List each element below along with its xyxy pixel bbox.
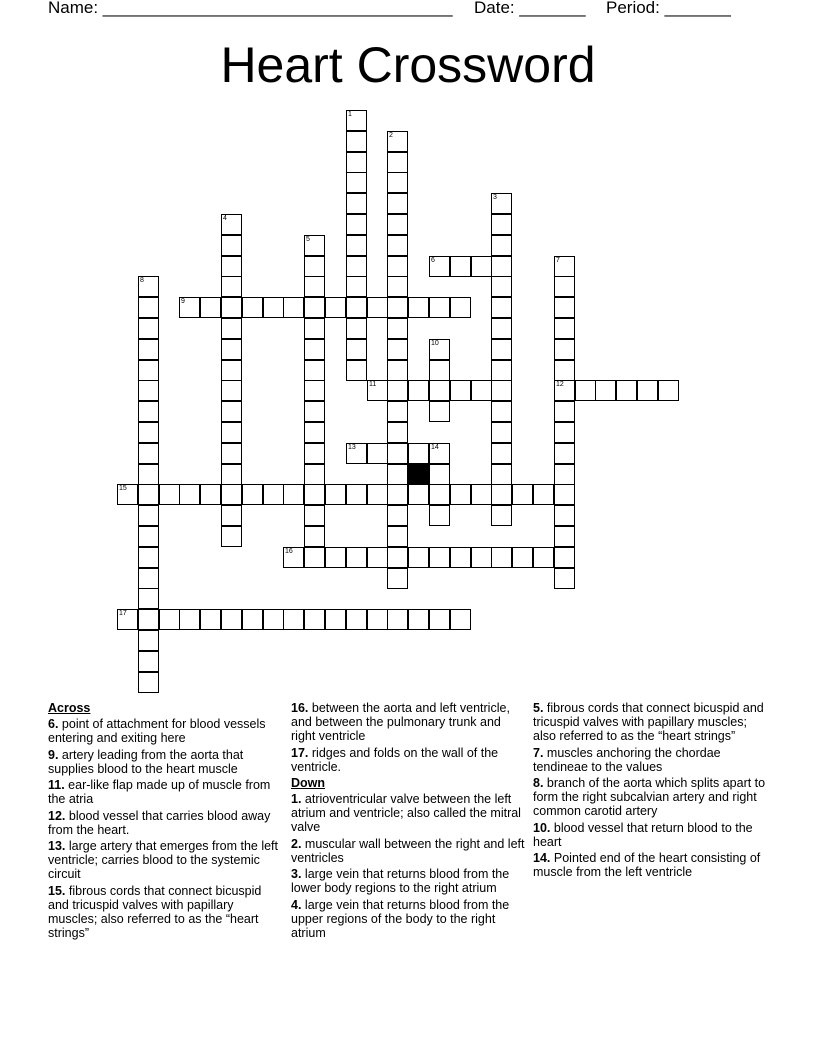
clue-item: [291, 837, 527, 865]
clue-item: [291, 867, 527, 895]
grid-cell[interactable]: [221, 380, 242, 401]
grid-cell[interactable]: [491, 380, 512, 401]
clue-item: [291, 898, 527, 940]
cell-number: 13: [348, 444, 356, 451]
grid-cell[interactable]: [450, 297, 471, 318]
clue-number: 16.: [291, 701, 309, 715]
grid-cell[interactable]: [533, 547, 554, 568]
grid-cell[interactable]: [221, 401, 242, 422]
grid-cell[interactable]: [263, 609, 284, 630]
grid-cell[interactable]: [221, 339, 242, 360]
clue-number: 2.: [291, 836, 302, 851]
clue-item: [48, 748, 284, 776]
grid-cell[interactable]: [491, 276, 512, 297]
grid-cell[interactable]: [429, 547, 450, 568]
grid-cell[interactable]: [491, 214, 512, 235]
grid-cell[interactable]: [387, 443, 408, 464]
clue-number: 3.: [291, 867, 302, 881]
grid-cell[interactable]: [138, 339, 159, 360]
grid-cell[interactable]: [138, 276, 159, 297]
cell-number: 3: [493, 194, 497, 201]
grid-cell[interactable]: [304, 256, 325, 277]
grid-cell[interactable]: [138, 588, 159, 609]
grid-cell[interactable]: [346, 443, 367, 464]
grid-cell[interactable]: [471, 380, 492, 401]
clue-item: [48, 884, 284, 940]
grid-cell[interactable]: [304, 380, 325, 401]
grid-cell[interactable]: [325, 297, 346, 318]
grid-cell[interactable]: [138, 484, 159, 505]
grid-cell[interactable]: [179, 297, 200, 318]
grid-cell[interactable]: [429, 339, 450, 360]
grid-cell[interactable]: [221, 360, 242, 381]
clue-text: ear-like flap made up of muscle from the atria: [48, 778, 271, 806]
grid-cell[interactable]: [387, 484, 408, 505]
cell-number: 10: [431, 340, 439, 347]
clue-text: large artery that emerges from the left ventricle; carries blood to the systemic circuit: [48, 839, 278, 881]
grid-cell[interactable]: [429, 505, 450, 526]
grid-cell[interactable]: [491, 422, 512, 443]
grid-cell[interactable]: [346, 172, 367, 193]
grid-cell[interactable]: [242, 297, 263, 318]
clue-column-1: [48, 701, 284, 942]
grid-cell[interactable]: [595, 380, 616, 401]
clue-item: [533, 851, 769, 879]
grid-cell[interactable]: [138, 526, 159, 547]
grid-cell[interactable]: [221, 214, 242, 235]
name-field[interactable]: Name: _____________________________________: [48, 0, 453, 17]
cell-number: 5: [306, 236, 310, 243]
clue-text: blood vessel that return blood to the heart: [533, 820, 753, 849]
cell-number: 9: [181, 298, 185, 305]
clue-text: muscles anchoring the chordae tendineae to the values: [533, 745, 721, 774]
grid-cell[interactable]: [450, 547, 471, 568]
grid-cell[interactable]: [221, 505, 242, 526]
cell-number: 16: [285, 548, 293, 555]
grid-cell[interactable]: [554, 297, 575, 318]
grid-cell[interactable]: [304, 484, 325, 505]
grid-cell[interactable]: [200, 609, 221, 630]
grid-cell[interactable]: [138, 464, 159, 485]
grid-cell[interactable]: [491, 256, 512, 277]
page-title: Heart Crossword: [220, 37, 596, 93]
cell-number: 11: [369, 381, 377, 388]
clue-number: 5.: [533, 701, 544, 715]
grid-cell[interactable]: [429, 401, 450, 422]
grid-cell[interactable]: [304, 547, 325, 568]
grid-cell[interactable]: [554, 568, 575, 589]
grid-cell[interactable]: [512, 547, 533, 568]
grid-cell[interactable]: [346, 297, 367, 318]
grid-cell[interactable]: [408, 380, 429, 401]
grid-cell[interactable]: [179, 609, 200, 630]
clue-number: 17.: [291, 745, 309, 760]
grid-cell[interactable]: [304, 464, 325, 485]
grid-cell[interactable]: [429, 297, 450, 318]
grid-cell[interactable]: [304, 318, 325, 339]
grid-cell[interactable]: [304, 401, 325, 422]
grid-cell[interactable]: [554, 443, 575, 464]
grid-cell[interactable]: [387, 297, 408, 318]
grid-cell[interactable]: [387, 547, 408, 568]
cell-number: 6: [431, 257, 435, 264]
grid-cell[interactable]: [138, 297, 159, 318]
grid-cell[interactable]: [346, 110, 367, 131]
grid-cell[interactable]: [304, 360, 325, 381]
grid-cell[interactable]: [387, 193, 408, 214]
clue-item: [291, 746, 527, 774]
grid-cell[interactable]: [138, 568, 159, 589]
grid-cell[interactable]: [387, 152, 408, 173]
grid-cell[interactable]: [283, 609, 304, 630]
grid-cell[interactable]: [637, 380, 658, 401]
grid-cell[interactable]: [471, 256, 492, 277]
grid-cell[interactable]: [117, 484, 138, 505]
grid-cell[interactable]: [512, 484, 533, 505]
grid-cell[interactable]: [367, 297, 388, 318]
grid-cell[interactable]: [491, 443, 512, 464]
grid-cell[interactable]: [304, 339, 325, 360]
clue-item: [48, 839, 284, 881]
grid-cell[interactable]: [346, 152, 367, 173]
clue-number: 1.: [291, 792, 302, 806]
grid-cell[interactable]: [242, 484, 263, 505]
clue-item: [533, 746, 769, 774]
grid-cell[interactable]: [554, 526, 575, 547]
clue-number: 12.: [48, 808, 66, 823]
grid-cell[interactable]: [325, 547, 346, 568]
clue-text: blood vessel that carries blood away from the heart.: [48, 808, 271, 837]
grid-cell[interactable]: [304, 297, 325, 318]
clue-text: atrioventricular valve between the left atrium and ventricle; also called the mitral valve: [291, 792, 521, 834]
clue-number: 11.: [48, 778, 65, 792]
grid-cell[interactable]: [304, 422, 325, 443]
grid-cell[interactable]: [450, 484, 471, 505]
grid-cell[interactable]: [138, 630, 159, 651]
cell-number: 15: [119, 485, 127, 492]
grid-cell[interactable]: [367, 484, 388, 505]
clue-text: between the aorta and left ventricle, and between the pulmonary trunk and right ventricle: [291, 701, 510, 743]
clue-number: 15.: [48, 883, 66, 898]
grid-cell[interactable]: [346, 235, 367, 256]
grid-cell[interactable]: [491, 297, 512, 318]
clue-item: [291, 701, 527, 743]
clue-item: [533, 821, 769, 849]
grid-cell[interactable]: [554, 339, 575, 360]
grid-cell[interactable]: [221, 256, 242, 277]
grid-cell[interactable]: [450, 256, 471, 277]
grid-cell[interactable]: [387, 380, 408, 401]
grid-cell[interactable]: [367, 443, 388, 464]
grid-cell[interactable]: [200, 484, 221, 505]
clue-number: 4.: [291, 897, 302, 912]
grid-cell[interactable]: [387, 256, 408, 277]
grid-cell[interactable]: [554, 256, 575, 277]
grid-cell[interactable]: [304, 235, 325, 256]
grid-cell[interactable]: [138, 318, 159, 339]
grid-cell[interactable]: [387, 339, 408, 360]
grid-cell[interactable]: [346, 339, 367, 360]
grid-cell[interactable]: [408, 547, 429, 568]
clue-text: point of attachment for blood vessels entering and exiting here: [48, 717, 266, 745]
grid-cell[interactable]: [491, 339, 512, 360]
grid-cell[interactable]: [346, 318, 367, 339]
grid-cell[interactable]: [429, 256, 450, 277]
grid-cell[interactable]: [221, 609, 242, 630]
grid-cell[interactable]: [138, 422, 159, 443]
grid-cell[interactable]: [491, 360, 512, 381]
grid-cell[interactable]: [554, 276, 575, 297]
grid-cell[interactable]: [221, 484, 242, 505]
clue-text: muscular wall between the right and left ventricles: [291, 836, 525, 865]
clue-column-3: [533, 701, 769, 882]
grid-cell[interactable]: [491, 318, 512, 339]
grid-cell[interactable]: [283, 484, 304, 505]
grid-cell[interactable]: [429, 464, 450, 485]
grid-cell[interactable]: [242, 609, 263, 630]
grid-cell[interactable]: [408, 484, 429, 505]
grid-cell[interactable]: [304, 276, 325, 297]
grid-cell[interactable]: [346, 484, 367, 505]
grid-cell[interactable]: [387, 609, 408, 630]
clue-text: artery leading from the aorta that supplies blood to the heart muscle: [48, 747, 244, 776]
grid-cell[interactable]: [491, 547, 512, 568]
clue-column-2: [291, 701, 527, 942]
grid-cell[interactable]: [138, 609, 159, 630]
grid-cell[interactable]: [346, 360, 367, 381]
grid-cell[interactable]: [387, 360, 408, 381]
grid-cell[interactable]: [221, 276, 242, 297]
grid-cell[interactable]: [491, 484, 512, 505]
grid-cell[interactable]: [658, 380, 679, 401]
cell-number: 7: [556, 257, 560, 264]
grid-cell[interactable]: [554, 422, 575, 443]
cell-number: 1: [348, 111, 352, 118]
grid-cell[interactable]: [367, 547, 388, 568]
grid-cell[interactable]: [387, 131, 408, 152]
grid-cell[interactable]: [408, 297, 429, 318]
clue-text: large vein that returns blood from the lower body regions to the right atrium: [291, 867, 510, 895]
grid-cell[interactable]: [554, 464, 575, 485]
grid-cell[interactable]: [554, 360, 575, 381]
grid-cell[interactable]: [387, 401, 408, 422]
grid-cell[interactable]: [325, 609, 346, 630]
grid-cell[interactable]: [221, 526, 242, 547]
clue-text: fibrous cords that connect bicuspid and tricuspid valves with papillary muscles; also referred to as the “heart strings”: [533, 701, 764, 743]
clue-number: 8.: [533, 776, 544, 790]
grid-cell[interactable]: [429, 380, 450, 401]
grid-cell[interactable]: [304, 443, 325, 464]
grid-cell[interactable]: [450, 609, 471, 630]
grid-cell[interactable]: [304, 505, 325, 526]
grid-cell[interactable]: [346, 609, 367, 630]
grid-cell[interactable]: [533, 484, 554, 505]
grid-cell[interactable]: [471, 484, 492, 505]
grid-cell[interactable]: [367, 380, 388, 401]
grid-cell[interactable]: [367, 609, 388, 630]
grid-cell[interactable]: [117, 609, 138, 630]
grid-cell[interactable]: [408, 443, 429, 464]
grid-cell[interactable]: [138, 547, 159, 568]
grid-cell[interactable]: [159, 484, 180, 505]
cell-number: 17: [119, 610, 127, 617]
clue-text: Pointed end of the heart consisting of muscle from the left ventricle: [533, 851, 761, 879]
grid-cell[interactable]: [263, 484, 284, 505]
grid-cell[interactable]: [200, 297, 221, 318]
cell-number: 12: [556, 381, 564, 388]
grid-cell[interactable]: [346, 276, 367, 297]
clue-text: branch of the aorta which splits apart to form the right subcalvian artery and right common carotid artery: [533, 776, 766, 818]
grid-cell[interactable]: [387, 276, 408, 297]
grid-cell[interactable]: [138, 401, 159, 422]
grid-cell[interactable]: [429, 484, 450, 505]
date-field[interactable]: Date: _______: [474, 0, 586, 17]
grid-cell[interactable]: [138, 380, 159, 401]
grid-cell[interactable]: [387, 526, 408, 547]
grid-cell[interactable]: [408, 609, 429, 630]
clue-text: ridges and folds on the wall of the ventricle.: [291, 745, 499, 774]
clue-item: [48, 809, 284, 837]
grid-cell[interactable]: [179, 484, 200, 505]
grid-cell[interactable]: [554, 318, 575, 339]
grid-cell[interactable]: [221, 318, 242, 339]
across-heading: Across: [48, 701, 91, 715]
grid-cell[interactable]: [221, 297, 242, 318]
grid-cell[interactable]: [387, 464, 408, 485]
grid-cell[interactable]: [283, 297, 304, 318]
grid-cell[interactable]: [491, 464, 512, 485]
clue-item: [48, 717, 284, 745]
period-field[interactable]: Period: _______: [606, 0, 731, 17]
grid-cell[interactable]: [429, 443, 450, 464]
grid-cell[interactable]: [491, 505, 512, 526]
grid-cell[interactable]: [138, 651, 159, 672]
clue-number: 9.: [48, 747, 59, 762]
grid-cell[interactable]: [221, 443, 242, 464]
grid-cell[interactable]: [491, 401, 512, 422]
grid-cell[interactable]: [387, 172, 408, 193]
grid-cell[interactable]: [387, 568, 408, 589]
cell-number: 8: [140, 277, 144, 284]
grid-cell[interactable]: [554, 505, 575, 526]
grid-cell[interactable]: [450, 380, 471, 401]
grid-cell[interactable]: [554, 547, 575, 568]
grid-cell[interactable]: [387, 214, 408, 235]
grid-cell[interactable]: [471, 547, 492, 568]
grid-cell[interactable]: [616, 380, 637, 401]
grid-cell[interactable]: [221, 422, 242, 443]
grid-cell[interactable]: [491, 193, 512, 214]
grid-cell[interactable]: [304, 526, 325, 547]
grid-cell[interactable]: [304, 609, 325, 630]
cell-number: 14: [431, 444, 439, 451]
clue-number: 13.: [48, 839, 66, 853]
grid-cell[interactable]: [138, 672, 159, 693]
clue-number: 6.: [48, 717, 59, 731]
grid-cell[interactable]: [263, 297, 284, 318]
grid-cell[interactable]: [221, 464, 242, 485]
down-heading: Down: [291, 776, 326, 790]
grid-cell[interactable]: [387, 318, 408, 339]
clue-item: [533, 701, 769, 743]
clue-number: 10.: [533, 820, 551, 835]
grid-cell[interactable]: [554, 484, 575, 505]
grid-cell[interactable]: [575, 380, 596, 401]
grid-cell[interactable]: [138, 360, 159, 381]
clue-number: 14.: [533, 851, 551, 865]
grid-cell[interactable]: [138, 505, 159, 526]
grid-cell[interactable]: [554, 401, 575, 422]
grid-cell[interactable]: [554, 380, 575, 401]
cell-number: 2: [389, 132, 393, 139]
grid-cell[interactable]: [429, 609, 450, 630]
grid-cell[interactable]: [346, 547, 367, 568]
grid-cell[interactable]: [346, 131, 367, 152]
grid-cell[interactable]: [491, 235, 512, 256]
grid-cell[interactable]: [346, 256, 367, 277]
black-square: [408, 464, 429, 485]
clue-item: [48, 778, 284, 806]
grid-cell[interactable]: [221, 235, 242, 256]
clue-item: [291, 792, 527, 834]
clue-item: [533, 776, 769, 818]
grid-cell[interactable]: [346, 193, 367, 214]
grid-cell[interactable]: [138, 443, 159, 464]
grid-cell[interactable]: [346, 214, 367, 235]
grid-cell[interactable]: [387, 422, 408, 443]
clue-text: large vein that returns blood from the upper regions of the body to the right atrium: [291, 897, 510, 940]
grid-cell[interactable]: [325, 484, 346, 505]
grid-cell[interactable]: [159, 609, 180, 630]
grid-cell[interactable]: [429, 360, 450, 381]
grid-cell[interactable]: [283, 547, 304, 568]
grid-cell[interactable]: [387, 505, 408, 526]
clue-number: 7.: [533, 745, 544, 760]
clue-text: fibrous cords that connect bicuspid and tricuspid valves with papillary muscles; also referred to as the “heart strings”: [48, 883, 262, 940]
grid-cell[interactable]: [387, 235, 408, 256]
cell-number: 4: [223, 215, 227, 222]
